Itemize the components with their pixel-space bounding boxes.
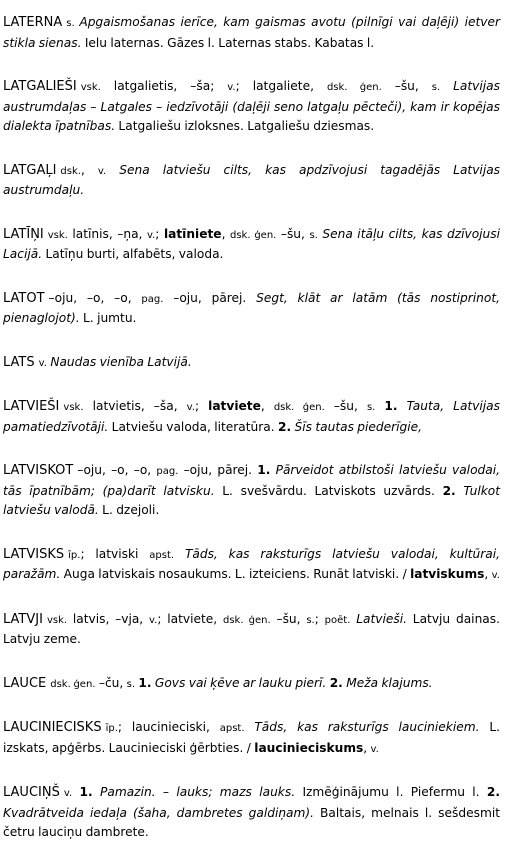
grammar-label: v. — [186, 402, 195, 413]
grammar-label: dsk. ģen. — [326, 82, 382, 93]
example-text: ; — [314, 611, 325, 626]
headword: LAUCINIECISKS — [3, 720, 102, 735]
example-text: Ielu laternas. Gāzes l. Laternas stabs. Kabatas l. — [81, 35, 375, 50]
grammar-label: dsk. ģen. — [222, 614, 271, 626]
grammar-label: īp. — [68, 549, 81, 561]
headword: LATĪŅI — [3, 226, 44, 242]
grammar-label: v. — [63, 788, 73, 799]
grammar-label: dsk. ģen. — [50, 678, 96, 690]
definition-text: Apgaismošanas ierīce, kam gaismas avotu (pilnīgi vai daļēji) ietver stikla sienas. — [3, 15, 501, 50]
bold-text: 2. — [486, 785, 501, 799]
example-text — [106, 163, 119, 177]
grammar-label: v. — [97, 165, 107, 177]
example-text: –šu, — [381, 79, 432, 93]
grammar-label: apst. — [219, 723, 245, 734]
grammar-label: s. — [126, 678, 136, 690]
bold-text: 1. — [79, 785, 93, 799]
example-text: ; latviete, — [157, 611, 223, 626]
example-text: latvis, –vja, — [67, 611, 150, 626]
grammar-label: s. — [309, 229, 318, 241]
dictionary-entry — [3, 718, 500, 759]
definition-text: Segt, klāt ar latām (tās nostiprinot, pienaglojot). — [3, 290, 500, 325]
bold-text: 2. — [278, 419, 292, 434]
example-text: i ģērbties. / — [182, 740, 255, 755]
dictionary-entry — [3, 13, 500, 53]
grammar-label: vsk. — [63, 402, 84, 413]
dictionary-entry — [3, 461, 500, 521]
example-text: –šu, — [324, 399, 367, 413]
definition-text: Tulkot latviešu valodā. — [3, 483, 500, 517]
grammar-label: dsk. ģen. — [273, 402, 325, 413]
example-text — [72, 785, 79, 799]
definition-text: Sena latviešu cilts, kas apdzīvojusi tagadējās Latvijas austrumdaļu. — [3, 162, 501, 197]
example-text: latgalietis, –ša; — [100, 79, 228, 93]
grammar-label: vsk. — [46, 614, 68, 626]
example-text: Latīņu burti, alfabēts, valoda. — [42, 247, 224, 261]
example-text: , — [363, 740, 371, 755]
grammar-label: vsk. — [47, 229, 68, 241]
bold-text: 2. — [442, 483, 456, 498]
example-text: –oju, pārej. — [178, 463, 258, 477]
example-text: , — [221, 226, 230, 241]
bold-text: 1. — [257, 463, 271, 477]
bold-text: latīniete — [163, 226, 222, 241]
grammar-label: īp. — [105, 723, 118, 734]
example-text — [398, 399, 407, 413]
example-text: Latgaliešu izloksnes. Latgaliešu dziesmas. — [115, 119, 375, 133]
headword: LAUCE — [3, 675, 47, 691]
example-text: ; latgaliete, — [235, 79, 327, 93]
definition-text: Pārveidot atbilstoši latviešu valodai, tās īpatnībām; (pa)darīt latvisku. — [3, 463, 500, 498]
grammar-label: vsk. — [80, 82, 101, 93]
example-text: –šu, — [270, 611, 307, 626]
example-text: –oju, pārej. — [163, 290, 257, 305]
example-text — [93, 785, 100, 799]
definition-text: Latvieši. — [356, 611, 407, 626]
dictionary-entry — [3, 289, 500, 329]
example-text: Auga latviskais nosaukums. L. izteiciens. Runāt latviski. / — [60, 567, 411, 581]
dictionary-entry — [3, 353, 500, 374]
headword: LATVISKOT — [3, 463, 74, 478]
bold-text: 1. — [138, 675, 152, 690]
example-text: , — [80, 162, 98, 177]
bold-text: latviskums — [410, 567, 485, 581]
grammar-label: poēt. — [324, 614, 351, 626]
example-text: latvietis, –ša, — [83, 399, 187, 413]
dictionary-entry — [3, 77, 500, 137]
bold-text: ums — [334, 740, 364, 755]
grammar-label: apst. — [149, 549, 175, 561]
dictionary-entry — [3, 397, 500, 437]
headword: LATGAĻI — [3, 162, 57, 178]
grammar-label: s. — [366, 402, 376, 413]
grammar-label: s. — [306, 614, 315, 626]
definition-text: Kvadrātveida iedaļa (šaha, dambretes galdiņam). — [3, 805, 315, 820]
example-text: ; lauciniecisk — [117, 720, 203, 734]
bold-text: 2. — [329, 675, 343, 690]
example-text: L. jumtu. — [79, 311, 137, 325]
grammar-label: pag. — [141, 293, 164, 305]
example-text: , — [206, 720, 220, 734]
example-text: ; — [155, 226, 164, 241]
definition-text: Naudas vienība Latvijā. — [50, 354, 192, 369]
grammar-label: v. — [38, 357, 47, 369]
example-text: , — [484, 567, 492, 581]
example-text: , — [260, 399, 274, 413]
headword: LATVJI — [3, 611, 43, 627]
definition-text: Sena itāļu cilts, kas dzīvojusi Lacijā. — [3, 226, 501, 261]
grammar-label: dsk. ģen. — [229, 229, 277, 241]
definition-text: Tāds, kas raksturīgs lauciniekiem. — [254, 720, 480, 734]
example-text: L. dzejoli. — [98, 503, 160, 517]
headword: LATGALIEŠI — [3, 79, 77, 94]
example-text: –ču, — [95, 675, 127, 690]
grammar-label: v. — [370, 743, 379, 755]
example-text: Latviešu valoda, literatūra. — [108, 419, 278, 434]
grammar-label: pag. — [156, 466, 179, 477]
dictionary-entry — [3, 225, 500, 265]
example-text: L. svešvārdu. Latviskots uzvārds. — [214, 483, 443, 498]
example-text — [440, 79, 453, 93]
bold-text: lauciniecisk — [254, 740, 335, 755]
headword: LAUCIŅŠ — [3, 785, 60, 800]
example-text: –oju, –o, –o, — [77, 463, 157, 477]
headword: LATVIEŠI — [3, 399, 60, 414]
example-text: i — [202, 720, 206, 734]
example-text: Latvju dainas. Latvju zeme. — [3, 611, 500, 646]
dictionary-entry — [3, 610, 500, 650]
bold-text: latviete — [208, 399, 261, 413]
definition-text: Meža klajums. — [346, 675, 433, 690]
grammar-label: s. — [66, 18, 80, 29]
headword: LATS — [3, 354, 35, 370]
example-text: –šu, — [276, 226, 310, 241]
definition-text: Govs vai ķēve ar lauku pierī. — [154, 675, 327, 690]
definition-text: Šīs tautas piederīgie, — [294, 419, 423, 434]
example-text: L. izskats, apģērbs. Lauciniecisk — [3, 720, 500, 755]
grammar-label: v. — [149, 614, 158, 626]
grammar-label: v. — [227, 82, 236, 93]
grammar-label: v. — [146, 229, 156, 241]
example-text: ; latviski — [80, 546, 150, 561]
headword: LATOT — [3, 290, 45, 306]
definition-text: Tauta, Latvijas pamatiedzīvotāji. — [3, 399, 500, 434]
bold-text: 1. — [384, 399, 398, 413]
example-text: latīnis, –ņa, — [67, 226, 147, 241]
example-text: ; — [194, 399, 209, 413]
example-text — [174, 547, 185, 561]
example-text: Baltais, melnais l. sešdesmit četru lauciņu dambrete. — [3, 805, 500, 839]
dictionary-entry — [3, 545, 500, 586]
dictionary-entry — [3, 161, 500, 201]
example-text — [245, 720, 255, 734]
dictionary-entry — [3, 674, 500, 695]
dictionary-entry — [3, 783, 500, 843]
dictionary-page — [3, 13, 500, 867]
example-text: –oju, –o, –o, — [48, 290, 142, 305]
definition-text: Pamazin. – lauks; mazs lauks. — [100, 785, 296, 799]
headword: LATERNA — [3, 15, 63, 30]
example-text: Izmēģinājumu l. Piefermu l. — [295, 785, 487, 799]
definition-text: Latvijas austrumdaļas – Latgales – iedzīvotāji (daļēji seno latgaļu pēcteči), kam ir kopējas dialekta īpatnības. — [3, 79, 500, 133]
grammar-label: v. — [491, 570, 500, 581]
grammar-label: s. — [431, 82, 441, 93]
headword: LATVISKS — [3, 546, 65, 562]
definition-text: Tāds, kas raksturīgs latviešu valodai, kultūrai, paražām. — [3, 546, 501, 581]
grammar-label: dsk. — [60, 165, 81, 177]
